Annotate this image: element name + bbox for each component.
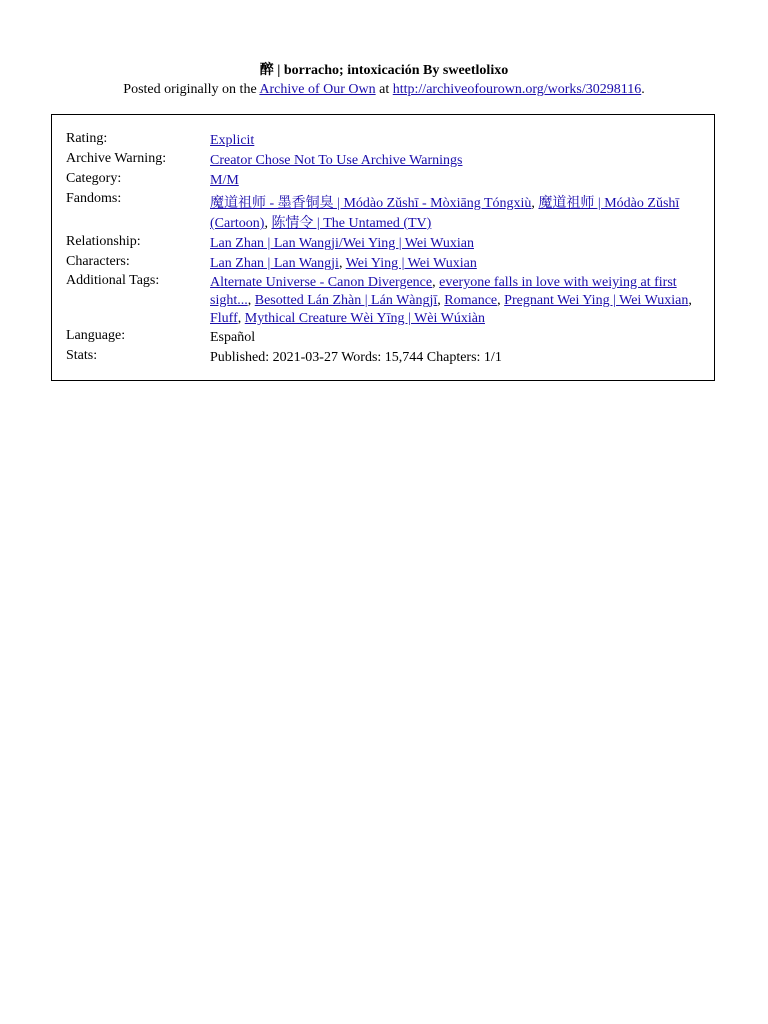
warning-label: Archive Warning: (66, 151, 167, 166)
language-row (66, 327, 702, 345)
fandom-link[interactable]: 陈情令 | The Untamed (TV) (271, 216, 432, 231)
work-url-link[interactable]: http://archiveofourown.org/works/30298116 (392, 82, 642, 97)
characters-label: Characters: (66, 254, 130, 269)
archive-link[interactable]: Archive of Our Own (259, 82, 376, 97)
language-value: Español (210, 330, 256, 345)
warning-link[interactable]: Creator Chose Not To Use Archive Warnings (210, 153, 463, 168)
relationship-row (66, 233, 702, 251)
relationship-link[interactable]: Lan Zhan | Lan Wangji/Wei Ying | Wei Wuxian (210, 236, 474, 251)
stats-label: Stats: (66, 348, 98, 363)
relationship-label: Relationship: (66, 234, 141, 249)
fandoms-row: Fandoms: 魔道祖师 - 墨香铜臭 | Módào Zǔshī - Mòxiāng Tóngxiù, 魔道祖师 | Módào Zǔshī (Cartoon), 陈情令 | The Untamed (TV) (66, 191, 680, 231)
tag-link[interactable]: Mythical Creature Wèi Yīng | Wèi Wúxiàn (244, 311, 485, 326)
work-header (0, 62, 768, 99)
stats-value: Published: 2021-03-27 Words: 15,744 Chapters: 1/1 (210, 350, 502, 365)
character-link[interactable]: Lan Zhan | Lan Wangji (210, 256, 339, 271)
stats-row (66, 347, 702, 365)
tag-link[interactable]: everyone falls in love with weiying at first sight... (210, 275, 677, 308)
period: . (641, 82, 645, 97)
rating-link[interactable]: Explicit (210, 133, 255, 148)
work-title: 醉 | borracho; intoxicación By sweetlolixo (259, 63, 509, 78)
tags-row: Additional Tags: Alternate Universe - Canon Divergence, everyone falls in love with weiying at first sight..., Besotted Lán Zhàn | Lán Wàngjī, Romance, Pregnant Wei Ying | Wei Wuxian, Fluff, Mythical Creature Wèi Yīng | Wèi Wúxiàn (66, 273, 692, 326)
at-text: at (375, 82, 393, 97)
rating-label: Rating: (66, 131, 108, 146)
category-label: Category: (66, 171, 122, 186)
tag-link[interactable]: Fluff (210, 311, 238, 326)
warning-row (66, 150, 702, 168)
category-link[interactable]: M/M (210, 173, 239, 188)
posted-prefix: Posted originally on the (123, 82, 260, 97)
tags-label: Additional Tags: (66, 273, 160, 288)
language-label: Language: (66, 328, 126, 343)
tag-link[interactable]: Besotted Lán Zhàn | Lán Wàngjī (254, 293, 438, 308)
characters-row: Characters: Lan Zhan | Lan Wangji, Wei Ying | Wei Wuxian (66, 254, 477, 271)
fandom-link[interactable]: 魔道祖师 - 墨香铜臭 | Módào Zǔshī - Mòxiāng Tóngxiù (210, 196, 532, 211)
category-row (66, 170, 702, 188)
tag-link[interactable]: Pregnant Wei Ying | Wei Wuxian (504, 293, 689, 308)
fandom-link[interactable]: 魔道祖师 | Módào Zǔshī (Cartoon) (210, 196, 680, 231)
fandoms-label: Fandoms: (66, 191, 122, 206)
rating-row (66, 130, 702, 148)
work-meta-box (51, 114, 715, 381)
tag-link[interactable]: Alternate Universe - Canon Divergence (210, 275, 433, 290)
character-link[interactable]: Wei Ying | Wei Wuxian (345, 256, 477, 271)
tag-link[interactable]: Romance (444, 293, 498, 308)
posted-line (0, 81, 768, 99)
